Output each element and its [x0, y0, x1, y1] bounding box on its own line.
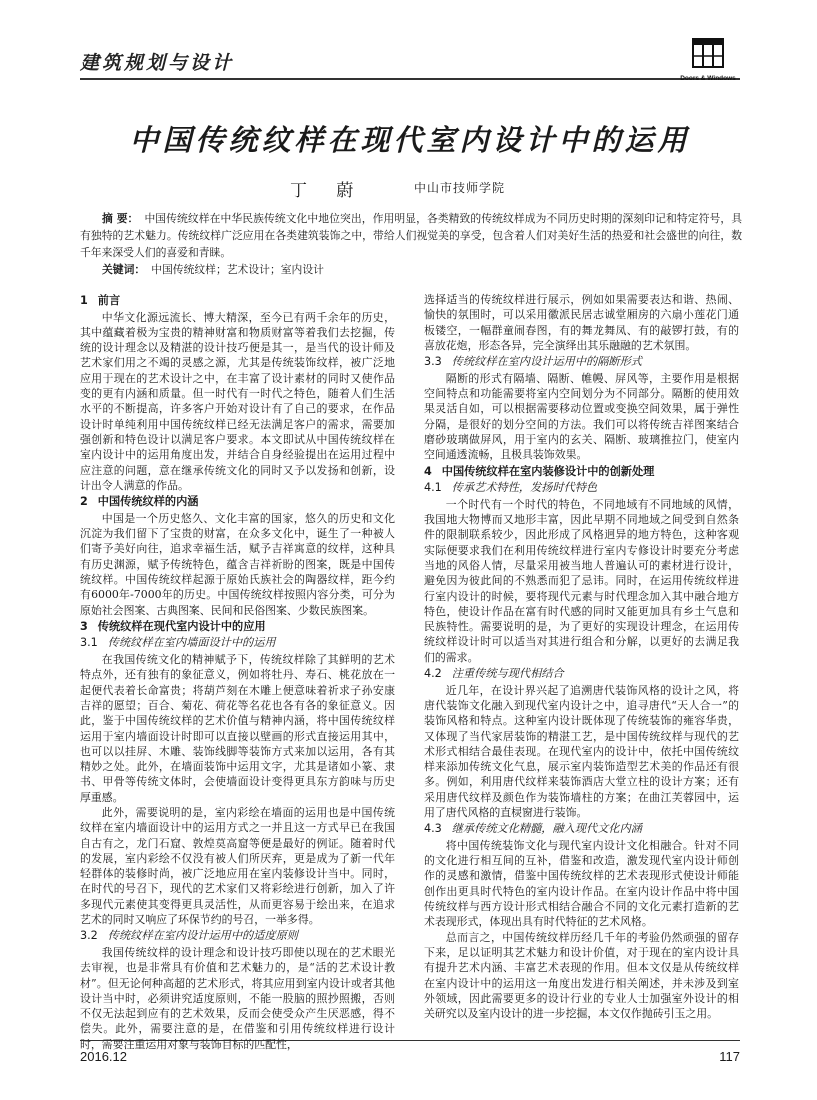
heading-number: 2	[80, 495, 88, 509]
body-paragraph: 我国传统纹样的设计理念和设计技巧即使以现在的艺术眼光去审视，也是非常具有价值和艺术魅力的，是“活的艺术设计教材”。但无论何种高超的艺术形式，将其应用到室内设计或者其他设计当中时，必须讲究适度原则，不能一股脑的照抄照搬，否则不仅无法起到应有的艺术效果，反而会使受众产生厌恶感，得不偿失。此外，需要注意的是，在借鉴和引用传统纹样进行设计时，需要注重运用对象与装饰目标的匹配性，	[80, 945, 395, 1051]
door-window-icon	[688, 38, 728, 70]
keywords-text: 中国传统纹样；艺术设计；室内设计	[151, 263, 324, 276]
subsection-heading	[424, 666, 739, 682]
heading-number: 4.3	[424, 822, 442, 836]
section-heading	[80, 494, 395, 510]
heading-number: 4.1	[424, 481, 442, 495]
section-heading	[80, 293, 395, 309]
subsection-heading	[424, 821, 739, 837]
body-paragraph: 中国是一个历史悠久、文化丰富的国家，悠久的历史和文化沉淀为我们留下了宝贵的财富，在众多文化中，诞生了一种被人们寄予美好向往，追求幸福生活，赋予吉祥寓意的纹样，这种具有历史渊源，赋予传统特色，蕴含吉祥祈盼的图案，既是中国传统纹样。中国传统纹样起源于原始氏族社会的陶器纹样，距今约有6000年-7000年的历史。中国传统纹样按照内容分类，可分为原始社会图案、古典图案、民间和民俗图案、少数民族图案。	[80, 511, 395, 617]
heading-text: 传承艺术特性，发扬时代特色	[451, 481, 598, 495]
subsection-heading	[80, 928, 395, 944]
article-title: 中国传统纹样在现代室内设计中的运用	[129, 123, 691, 157]
body-paragraph: 选择适当的传统纹样进行展示，例如如果需要表达和谐、热闹、愉快的氛围时，可以采用徽派民居志诚堂厢房的六扇小莲花门通板镂空，一幅群童闹春图，有的舞龙舞凤、有的敲锣打鼓，有的喜放花炮，形态各异，完全演绎出其乐融融的艺术氛围。	[424, 293, 739, 352]
body-paragraph: 将中国传统装饰文化与现代室内设计文化相融合。针对不同的文化进行相互间的互补，借鉴和改造，激发现代室内设计师创作的灵感和激情，借鉴中国传统纹样的艺术表现形式使设计师能创作出更具时代特色的室内设计作品。在室内设计作品中将中国传统纹样与西方设计形式相结合融合不同的文化元素打造新的艺术表现形式，体现出具有时代特征的艺术风格。	[424, 838, 739, 929]
page-number: 117	[719, 1049, 740, 1064]
body-paragraph: 在我国传统文化的精神赋予下，传统纹样除了其鲜明的艺术特点外，还有独有的象征意义，例如将牡丹、寿石、桃花放在一起便代表着长命富贵；将葫芦刻在木雕上便意味着祈求子孙安康吉祥的愿望；百合、菊花、荷花等名花也各有各的象征意义。因此，鉴于中国传统纹样的艺术价值与精神内涵，将中国传统纹样运用于室内墙面设计时即可以直接以壁画的形式直接运用其中，也可以以挂屏、木雕、装饰线脚等装饰方式来加以运用，各有其精妙之处。此外，在墙面装饰中运用文字，尤其是诸如小篆、隶书、甲骨等传统文体时，会使墙面设计变得更具东方韵味与历史厚重感。	[80, 653, 395, 804]
heading-number: 4	[424, 464, 432, 478]
author-affiliation: 中山市技师学院	[414, 181, 506, 195]
subsection-heading	[424, 480, 739, 496]
keywords-label: 关键词：	[102, 263, 146, 276]
abstract-text: 中国传统纹样在中华民族传统文化中地位突出，作用明显，各类精致的传统纹样成为不同历史时期的深刻印记和特定符号，具有独特的艺术魅力。传统纹样广泛应用在各类建筑装饰之中，带给人们视觉美的享受，包含着人们对美好生活的热爱和社会盛世的向往，数千年来深受人们的喜爱和青睐。	[80, 212, 742, 259]
body-paragraph: 此外，需要说明的是，室内彩绘在墙面的运用也是中国传统纹样在室内墙面设计中的运用方式之一并且这一方式早已在我国自古有之，龙门石窟、敦煌莫高窟等便是最好的例证。随着时代的发展，室内彩绘不仅没有被人们所厌弃，更是成为了新一代年轻群体的装修时尚，被广泛地应用在室内装修设计当中。同时，在时代的号召下，现代的艺术家们又将彩绘进行创新，加入了许多现代元素使其变得更具灵活性，从而更容易于绘出来，在追求艺术的同时又响应了环保节约的号召，一举多得。	[80, 805, 395, 927]
heading-text: 前言	[97, 294, 121, 307]
right-column	[424, 292, 739, 1027]
heading-text: 传统纹样在现代室内设计中的应用	[97, 619, 266, 633]
heading-text: 传统纹样在室内设计运用中的隔断形式	[451, 355, 642, 369]
heading-text: 注重传统与现代相结合	[451, 667, 564, 681]
journal-logo	[676, 38, 740, 82]
heading-number: 3	[80, 619, 88, 633]
author-name: 丁 蔚	[290, 181, 366, 201]
heading-number: 3.3	[424, 355, 442, 369]
logo-text: Doors & Windows	[680, 75, 736, 82]
heading-number: 3.1	[80, 636, 98, 650]
section-heading	[80, 619, 395, 635]
subsection-heading	[424, 354, 739, 370]
heading-text: 传统纹样在室内设计运用中的适度原则	[107, 929, 298, 943]
left-column	[80, 292, 395, 1051]
abstract-label: 摘 要：	[102, 212, 139, 225]
heading-text: 中国传统纹样的内涵	[97, 495, 199, 509]
footer-rule	[80, 1040, 740, 1041]
heading-number: 3.2	[80, 929, 98, 943]
heading-number: 1	[80, 294, 88, 307]
subsection-heading	[80, 635, 395, 651]
footer-date: 2016.12	[80, 1049, 127, 1064]
section-heading	[424, 464, 739, 480]
abstract	[80, 210, 742, 261]
body-paragraph: 中华文化源远流长、博大精深，至今已有两千余年的历史，其中蕴藏着极为宝贵的精神财富和物质财富等着我们去挖掘，传统的设计理念以及精湛的设计技巧便是其一，是当代的设计师及艺术家们用之不竭的灵感之源，尤其是传统装饰纹样，被广泛地应用于现在的艺术设计之中，在丰富了设计素材的同时又使作品变的更有内涵和质量。但一时代有一时代之特色，随着人们生活水平的不断提高，许多客户开始对设计有了自己的要求，在作品设计时单纯利用中国传统纹样已经无法满足客户的需求，需要加强创新和特色设计以满足客户要求。本文即试从中国传统纹样在室内设计中的运用角度出发，并结合自身经验提出在运用过程中应注意的问题，意在继承传统文化的同时又予以发扬和创新，设计出令人满意的作品。	[80, 310, 395, 492]
heading-text: 传统纹样在室内墙面设计中的运用	[107, 636, 276, 650]
header-rule	[80, 78, 740, 80]
heading-text: 继承传统文化精髓，融入现代文化内涵	[451, 822, 642, 836]
body-paragraph: 近几年，在设计界兴起了追溯唐代装饰风格的设计之风，将唐代装饰文化融入到现代室内设计之中，追寻唐代“天人合一”的装饰风格和特点。这种室内设计既体现了传统装饰的雍容华贵，又体现了当代家居装饰的精湛工艺，是中国传统纹样与现代的艺术形式相结合最佳表现。在现代室内的设计中，依托中国传统纹样来添加传统文化气息，展示室内装饰造型艺术美的作品还有很多。例如，利用唐代纹样来装饰酒店大堂立柱的设计方案；还有采用唐代纹样及颜色作为装饰墙柱的方案；在曲江芙蓉园中，运用了唐代风格的直棂窗进行装饰。	[424, 683, 739, 819]
body-paragraph: 一个时代有一个时代的特色，不同地域有不同地域的风情，我国地大物博而又地形丰富，因此早期不同地域之间受到自然条件的限制联系较少，因此形成了风格迥异的地方特色，这种客观实际便要求我们在利用传统纹样进行室内专修设计时要充分考虑当地的风俗人情，尽量采用被当地人普遍认可的素材进行设计，避免因为彼此间的不熟悉而犯了忌讳。同时，在运用传统纹样进行室内设计的时候，要将现代元素与时代理念加入其中融合地方特色，使设计作品在富有时代感的同时又能更加具有乡土气息和民族特性。需要说明的是，为了更好的实现设计理念，在运用传统纹样设计时可以适当对其进行组合和分解，以更好的去满足我们的需求。	[424, 497, 739, 664]
body-paragraph: 隔断的形式有隔墙、隔断、帷幔、屏风等，主要作用是根据空间特点和功能需要将室内空间划分为不同部分。隔断的使用效果灵活自如，可以根据需要移动位置或变换空间效果，属于弹性分隔，是很好的划分空间的方法。我们可以将传统吉祥图案结合磨砂玻璃做屏风，用于室内的玄关、隔断、玻璃推拉门，使室内空间通透流畅，且极具装饰效果。	[424, 371, 739, 462]
heading-number: 4.2	[424, 667, 442, 681]
keywords	[102, 262, 324, 277]
section-header: 建筑规划与设计	[80, 52, 235, 74]
heading-text: 中国传统纹样在室内装修设计中的创新处理	[441, 464, 655, 478]
body-paragraph: 总而言之，中国传统纹样历经几千年的考验仍然顽强的留存下来，足以证明其艺术魅力和设计价值，对于现在的室内设计具有提升艺术内涵、丰富艺术表现的作用。但本文仅是从传统纹样在室内设计中的运用这一角度出发进行相关阐述，并未涉及到室外领域，因此需要更多的设计行业的专业人士加强室外设计的相关研究以及室内设计的进一步挖掘，本文仅作抛砖引玉之用。	[424, 930, 739, 1021]
